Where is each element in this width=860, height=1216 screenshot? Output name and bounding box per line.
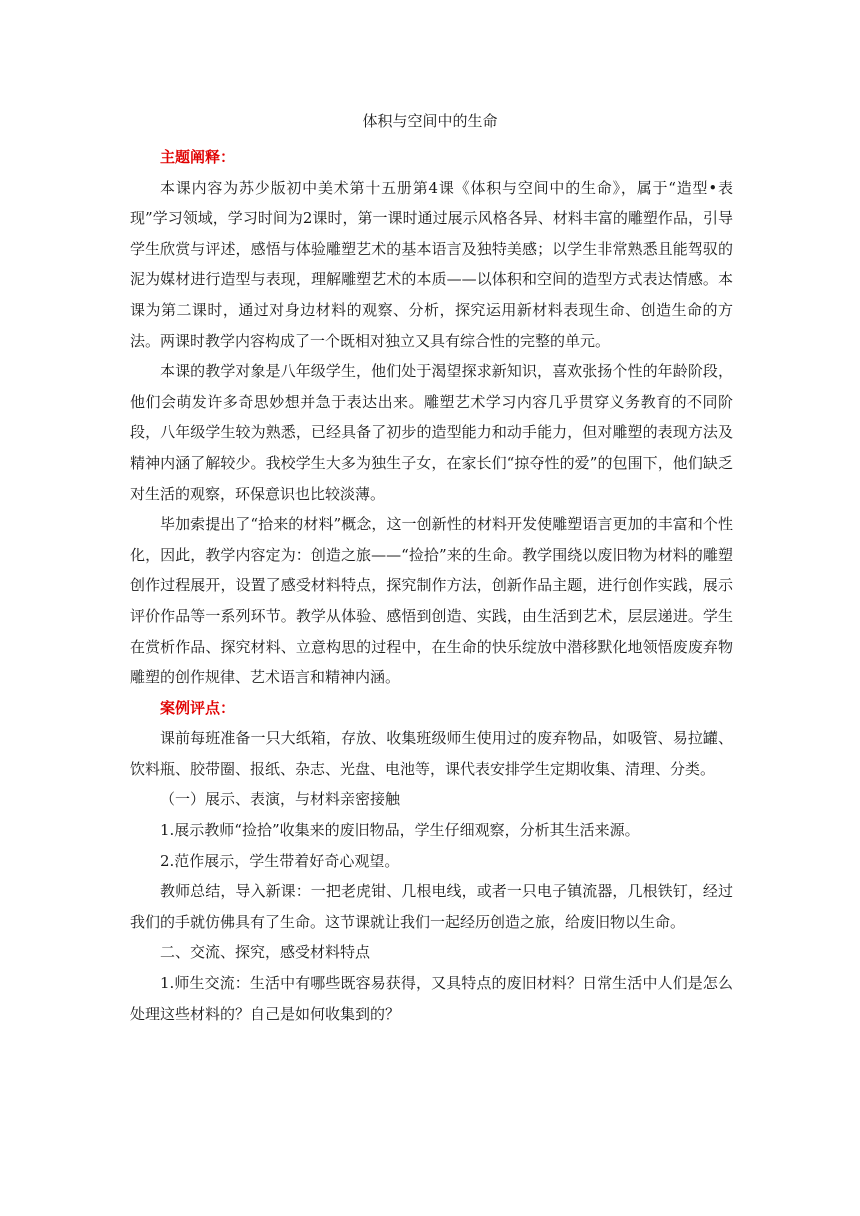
document-body [130, 142, 733, 1029]
paragraph-preparation: 课前每班准备一只大纸箱，存放、收集班级师生使用过的废弃物品，如吸管、易拉罐、饮料瓶、胶带圈、报纸、杂志、光盘、电池等，课代表安排学生定期收集、清理、分类。 [130, 729, 733, 778]
paragraph-students: 本课的教学对象是八年级学生，他们处于渴望探求新知识，喜欢张扬个性的年龄阶段，他们会萌发许多奇思妙想并急于表达出来。雕塑艺术学习内容几乎贯穿义务教育的不同阶段，八年级学生较为熟悉，已经具备了初步的造型能力和动手能力，但对雕塑的表现方法及精神内涵了解较少。我校学生大多为独生子女，在家长们“掠夺性的爱”的包围下，他们缺乏对生活的观察，环保意识也比较淡薄。 [130, 362, 733, 503]
list-item-exchange: 1.师生交流：生活中有哪些既容易获得，又具特点的废旧材料？日常生活中人们是怎么处理这些材料的？自己是如何收集到的？ [130, 974, 733, 1023]
page-title: 体积与空间中的生命 [362, 112, 498, 130]
case-heading: 案例评点： [160, 698, 236, 717]
step-two-heading: 二、交流、探究，感受材料特点 [160, 943, 371, 962]
theme-heading: 主题阐释： [160, 148, 236, 166]
step-one-heading: （一）展示、表演，与材料亲密接触 [160, 790, 401, 809]
paragraph-teacher-summary: 教师总结，导入新课：一把老虎钳、几根电线，或者一只电子镇流器，几根铁钉，经过我们的手就仿佛具有了生命。这节课就让我们一起经历创造之旅，给废旧物以生命。 [130, 882, 733, 931]
paragraph-picasso: 毕加索提出了“拾来的材料”概念，这一创新性的材料开发使雕塑语言更加的丰富和个性化，因此，教学内容定为：创造之旅——“捡拾”来的生命。教学围绕以废旧物为材料的雕塑创作过程展开，设置了感受材料特点，探究制作方法，创新作品主题，进行创作实践，展示评价作品等一系列环节。教学从体验、感悟到创造、实践，由生活到艺术，层层递进。学生在赏析作品、探究材料、立意构思的过程中，在生命的快乐绽放中潜移默化地领悟废废弃物雕塑的创作规律、艺术语言和精神内涵。 [130, 515, 733, 687]
list-item-display: 1.展示教师“捡拾”收集来的废旧物品，学生仔细观察，分析其生活来源。 [160, 821, 640, 840]
list-item-sample: 2.范作展示，学生带着好奇心观望。 [160, 851, 400, 870]
paragraph-lesson-content: 本课内容为苏少版初中美术第十五册第4课《体积与空间中的生命》，属于“造型•表现”学习领域，学习时间为2课时，第一课时通过展示风格各异、材料丰富的雕塑作品，引导学生欣赏与评述，感悟与体验雕塑艺术的基本语言及独特美感；以学生非常熟悉且能驾驭的泥为媒材进行造型与表现，理解雕塑艺术的本质——以体积和空间的造型方式表达情感。本课为第二课时，通过对身边材料的观察、分析，探究运用新材料表现生命、创造生命的方法。两课时教学内容构成了一个既相对独立又具有综合性的完整的单元。 [130, 178, 733, 350]
